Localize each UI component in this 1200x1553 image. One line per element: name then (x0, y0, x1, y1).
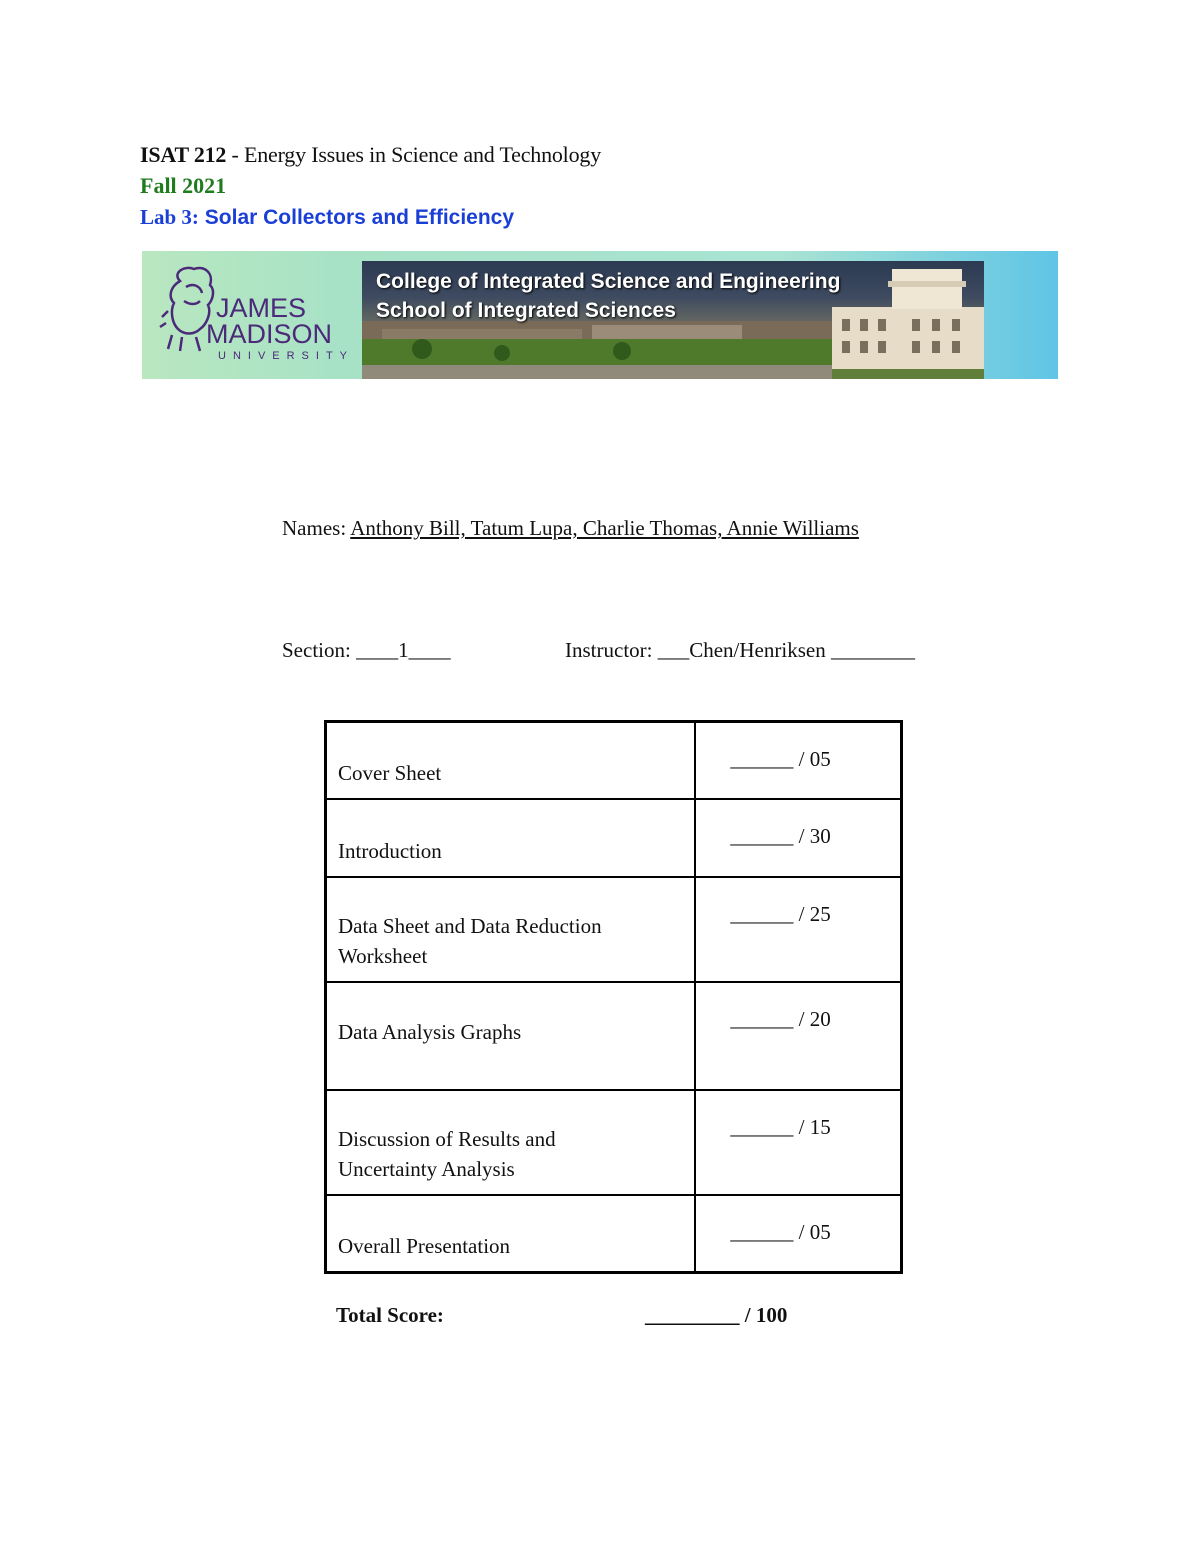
table-row (326, 877, 902, 982)
total-score-value: _________ / 100 (645, 1303, 788, 1327)
lab-prefix: Lab 3: (140, 205, 199, 229)
rubric-item-cell (326, 1090, 696, 1195)
section-label: Section: (282, 638, 357, 662)
rubric-score: ______ / 25 (730, 902, 831, 926)
rubric-score-cell (695, 1195, 901, 1273)
instructor-line (565, 638, 915, 663)
course-code: ISAT 212 (140, 142, 227, 167)
rubric-item: Data Sheet and Data Reduction Worksheet (338, 914, 602, 968)
table-row (326, 1195, 902, 1273)
rubric-score-cell (695, 877, 901, 982)
rubric-score-cell (695, 1090, 901, 1195)
rubric-score: ______ / 05 (730, 1220, 831, 1244)
section-line (282, 638, 451, 663)
rubric-item: Cover Sheet (338, 761, 442, 785)
total-score-label: Total Score: (336, 1303, 444, 1327)
rubric-item-cell (326, 1195, 696, 1273)
course-heading (140, 142, 601, 168)
rubric-score: ______ / 30 (730, 824, 831, 848)
instructor-value: ___Chen/Henriksen ________ (657, 638, 915, 662)
term: Fall 2021 (140, 173, 227, 198)
rubric-score: ______ / 05 (730, 747, 831, 771)
jmu-logo (142, 251, 362, 379)
course-title: - Energy Issues in Science and Technology (226, 142, 601, 167)
banner-college: College of Integrated Science and Engineering (376, 270, 841, 293)
lab-name: Solar Collectors and Efficiency (198, 206, 515, 229)
logo-james: JAMES (216, 293, 307, 323)
names-line (282, 516, 859, 541)
college-banner (142, 251, 1058, 379)
rubric-table (324, 720, 903, 1274)
rubric-item-cell (326, 799, 696, 877)
rubric-score: ______ / 15 (730, 1115, 831, 1139)
table-row (326, 722, 902, 800)
rubric-item: Overall Presentation (338, 1234, 511, 1258)
rubric-item-cell (326, 982, 696, 1090)
rubric-item: Introduction (338, 839, 442, 863)
instructor-label: Instructor: (565, 638, 658, 662)
section-value: ____1____ (356, 638, 451, 662)
rubric-score-cell (695, 799, 901, 877)
logo-university: UNIVERSITY (218, 350, 355, 362)
rubric-item-cell (326, 722, 696, 800)
lab-title (140, 205, 514, 230)
campus-photo (362, 261, 984, 379)
banner-text (376, 267, 840, 325)
rubric-item: Discussion of Results and Uncertainty Analysis (338, 1127, 556, 1181)
names-value: Anthony Bill, Tatum Lupa, Charlie Thomas, Annie Williams (350, 516, 859, 540)
rubric-score: ______ / 20 (730, 1007, 831, 1031)
rubric-item: Data Analysis Graphs (338, 1020, 522, 1044)
table-row (326, 1090, 902, 1195)
banner-school: School of Integrated Sciences (376, 299, 676, 322)
table-row (326, 799, 902, 877)
rubric-item-cell (326, 877, 696, 982)
table-row (326, 982, 902, 1090)
building-icon (832, 269, 984, 379)
rubric-score-cell (695, 722, 901, 800)
names-label: Names: (282, 516, 351, 540)
rubric-score-cell (695, 982, 901, 1090)
logo-madison: MADISON (206, 319, 333, 349)
